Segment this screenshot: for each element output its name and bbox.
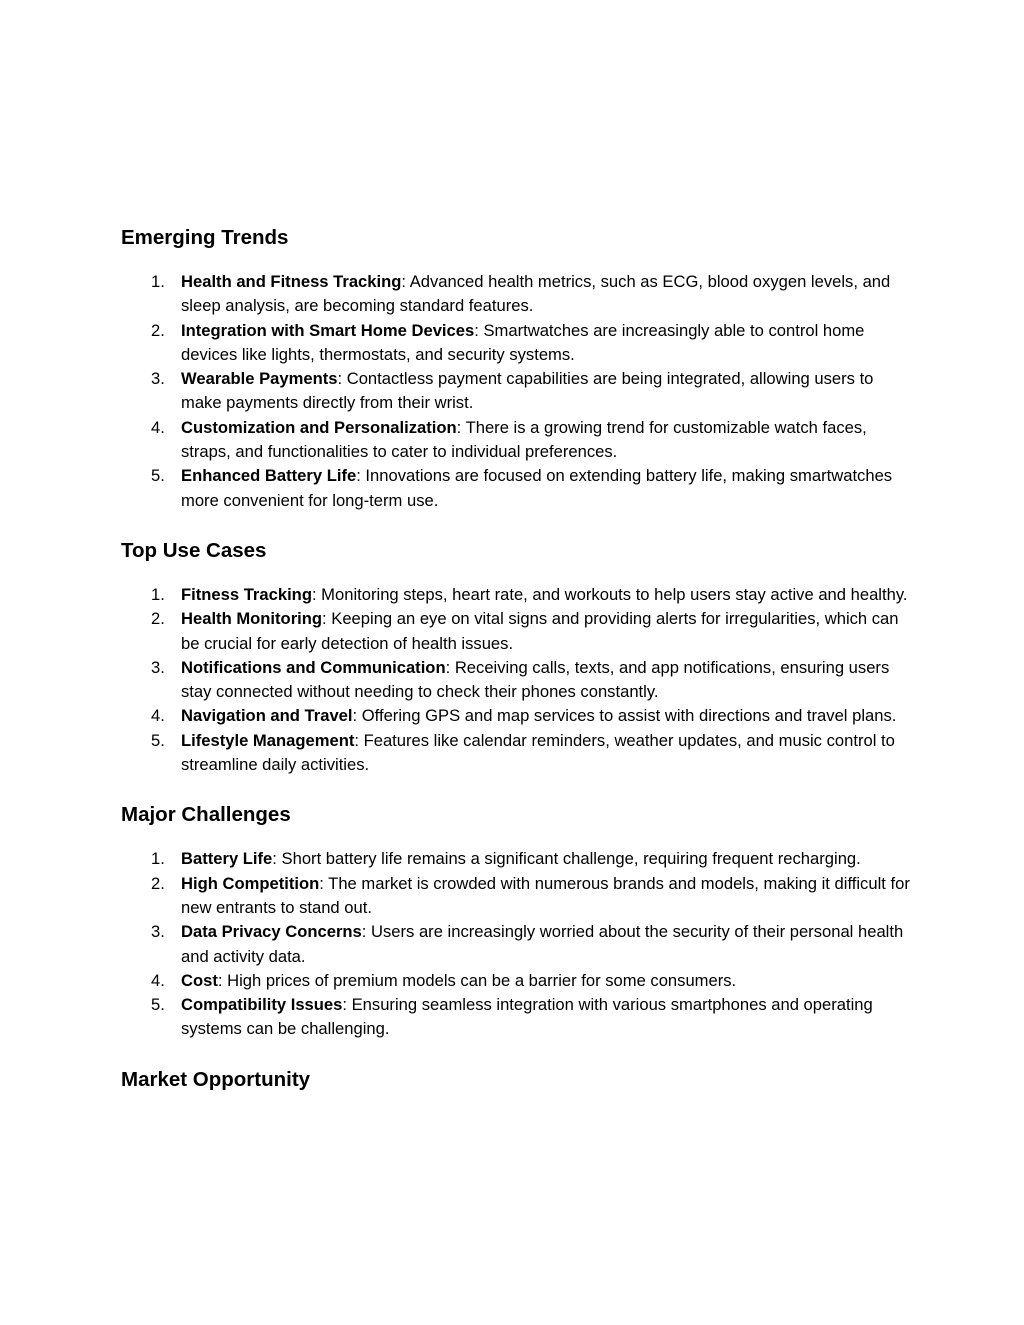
list-number: 4. xyxy=(151,417,165,437)
list-item xyxy=(121,729,911,778)
list-description: : Features like calendar reminders, weather updates, and music control to streamline daily activities. xyxy=(181,730,895,775)
list-item xyxy=(121,270,911,319)
list-term: Fitness Tracking xyxy=(181,584,312,604)
list-number: 1. xyxy=(151,849,165,869)
list-number: 3. xyxy=(151,657,165,677)
list-description: : Smartwatches are increasingly able to control home devices like lights, thermostats, and security systems. xyxy=(181,320,865,364)
list-term: Notifications and Communication xyxy=(181,657,446,677)
list-term: Enhanced Battery Life xyxy=(181,466,357,486)
section-market-opportunity xyxy=(121,1066,911,1094)
section-emerging-trends xyxy=(121,224,911,513)
list-number: 1. xyxy=(151,272,165,291)
section-spacer xyxy=(121,1042,911,1066)
list-term: Data Privacy Concerns xyxy=(181,922,362,942)
list-description: : Short battery life remains a significant challenge, requiring frequent recharging. xyxy=(272,849,861,869)
list-item xyxy=(121,969,911,993)
numbered-list xyxy=(121,847,911,1041)
list-item xyxy=(121,847,911,871)
list-item xyxy=(121,656,911,705)
list-term: Navigation and Travel xyxy=(181,706,353,726)
list-description: : Offering GPS and map services to assist with directions and travel plans. xyxy=(352,706,897,726)
list-description: : Receiving calls, texts, and app notifications, ensuring users stay connected without needing to check their phones constantly. xyxy=(181,657,890,702)
list-number: 3. xyxy=(151,369,165,389)
list-number: 4. xyxy=(151,706,165,726)
section-heading: Emerging Trends xyxy=(121,226,289,249)
list-item xyxy=(121,367,911,416)
list-item xyxy=(121,583,911,607)
section-heading: Major Challenges xyxy=(121,803,291,827)
list-description: : Innovations are focused on extending battery life, making smartwatches more convenient for long-term use. xyxy=(181,466,893,510)
list-number: 4. xyxy=(151,970,165,990)
list-description: : Users are increasingly worried about the security of their personal health and activity data. xyxy=(181,922,904,966)
numbered-list xyxy=(121,270,911,513)
list-description: : There is a growing trend for customizable watch faces, straps, and functionalities to cater to individual preferences. xyxy=(181,417,867,462)
list-item xyxy=(121,319,911,368)
list-term: Integration with Smart Home Devices xyxy=(181,320,475,340)
list-term: Health and Fitness Tracking xyxy=(181,272,402,291)
list-description: : Monitoring steps, heart rate, and workouts to help users stay active and healthy. xyxy=(311,584,908,604)
document-page xyxy=(121,224,911,1094)
section-spacer xyxy=(121,777,911,801)
list-number: 3. xyxy=(151,922,165,942)
list-number: 5. xyxy=(151,466,165,486)
list-description: : Advanced health metrics, such as ECG, blood oxygen levels, and sleep analysis, are becoming standard features. xyxy=(181,272,891,316)
list-description: : Ensuring seamless integration with various smartphones and operating systems can be challenging. xyxy=(181,995,873,1039)
list-term: Wearable Payments xyxy=(181,369,338,389)
list-item xyxy=(121,464,911,513)
list-term: Customization and Personalization xyxy=(181,417,457,437)
section-major-challenges xyxy=(121,801,911,1041)
list-description: : High prices of premium models can be a barrier for some consumers. xyxy=(217,970,737,990)
list-item xyxy=(121,920,911,969)
section-heading: Market Opportunity xyxy=(121,1067,311,1091)
list-term: Health Monitoring xyxy=(181,609,323,629)
list-item xyxy=(121,993,911,1042)
numbered-list xyxy=(121,583,911,777)
list-description: : Contactless payment capabilities are being integrated, allowing users to make payments directly from their wrist. xyxy=(181,369,874,413)
list-description: : Keeping an eye on vital signs and providing alerts for irregularities, which can be crucial for early detection of health issues. xyxy=(181,609,899,653)
list-item xyxy=(121,607,911,656)
section-top-use-cases xyxy=(121,537,911,777)
list-term: Battery Life xyxy=(181,849,273,869)
list-item xyxy=(121,872,911,921)
list-description: : The market is crowded with numerous brands and models, making it difficult for new entrants to stand out. xyxy=(181,873,910,917)
list-number: 2. xyxy=(151,873,165,893)
list-number: 5. xyxy=(151,730,165,750)
list-number: 5. xyxy=(151,995,165,1015)
list-term: Compatibility Issues xyxy=(181,995,343,1015)
list-item xyxy=(121,704,911,728)
list-number: 2. xyxy=(151,320,165,340)
section-heading: Top Use Cases xyxy=(121,538,267,562)
list-term: High Competition xyxy=(181,873,320,893)
list-term: Cost xyxy=(181,970,218,990)
list-item xyxy=(121,416,911,465)
list-number: 1. xyxy=(151,584,165,604)
list-number: 2. xyxy=(151,609,165,629)
section-spacer xyxy=(121,513,911,537)
list-term: Lifestyle Management xyxy=(181,730,355,750)
